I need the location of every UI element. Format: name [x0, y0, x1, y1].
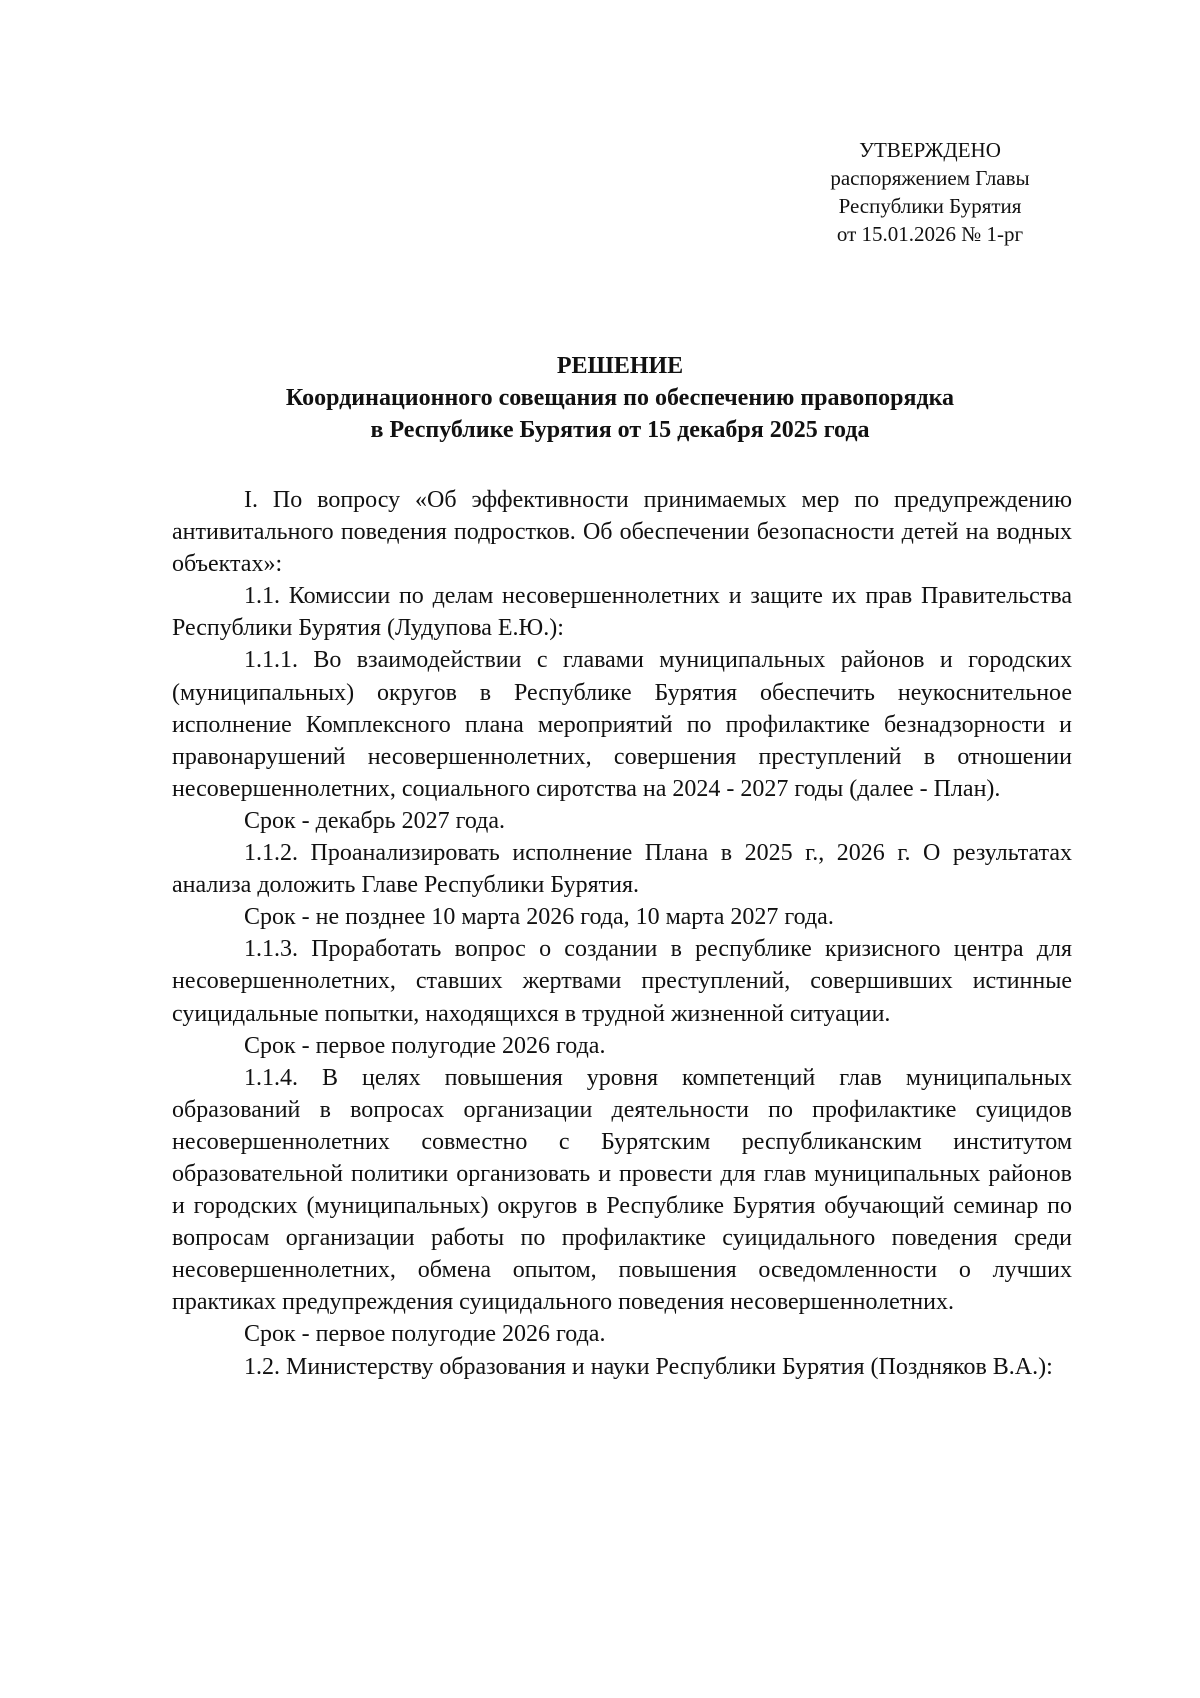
approval-stamp	[760, 136, 1100, 248]
deadline-1-1-2: Срок - не позднее 10 марта 2026 года, 10 марта 2027 года.	[244, 904, 834, 931]
approval-date-number: от 15.01.2026 № 1-рг	[836, 222, 1024, 246]
paragraph-1-1-3: 1.1.3. Проработать вопрос о создании в республике кризисного центра для несовершеннолетних, ставших жертвами преступлений, совершивших истинные суицидальные попытки, находящихся в трудной жизненной ситуации.	[172, 936, 1072, 1027]
approval-republic: Республики Бурятия	[838, 194, 1022, 218]
approval-heading: УТВЕРЖДЕНО	[859, 138, 1001, 162]
document-title	[170, 350, 1070, 446]
deadline-1-1-1: Срок - декабрь 2027 года.	[244, 807, 506, 834]
paragraph-1-1-1: 1.1.1. Во взаимодействии с главами муниципальных районов и городских (муниципальных) округов в Республике Бурятия обеспечить неукоснительное исполнение Комплексного плана мероприятий по профилактике безнадзорности и правонарушений несовершеннолетних, совершения преступлений в отношении несовершеннолетних, социального сиротства на 2024 - 2027 годы (далее - План).	[172, 647, 1072, 802]
deadline-1-1-3: Срок - первое полугодие 2026 года.	[244, 1032, 606, 1059]
paragraph-1-2: 1.2. Министерству образования и науки Республики Бурятия (Поздняков В.А.):	[244, 1353, 1053, 1380]
deadline-1-1-4: Срок - первое полугодие 2026 года.	[244, 1321, 606, 1348]
document-body	[172, 484, 1072, 1383]
approval-authority: распоряжением Главы	[830, 166, 1030, 190]
paragraph-1-1: 1.1. Комиссии по делам несовершеннолетних и защите их прав Правительства Республики Бурятия (Лудупова Е.Ю.):	[172, 583, 1072, 642]
paragraph-section-1: I. По вопросу «Об эффективности принимаемых мер по предупреждению антивитального поведения подростков. Об обеспечении безопасности детей на водных объектах»:	[172, 487, 1072, 578]
title-heading: РЕШЕНИЕ	[556, 353, 684, 379]
paragraph-1-1-2: 1.1.2. Проанализировать исполнение Плана в 2025 г., 2026 г. О результатах анализа доложить Главе Республики Бурятия.	[172, 840, 1072, 899]
title-subject-line-2: в Республике Бурятия от 15 декабря 2025 года	[370, 417, 870, 443]
paragraph-1-1-4: 1.1.4. В целях повышения уровня компетенций глав муниципальных образований в вопросах организации деятельности по профилактике суицидов несовершеннолетних совместно с Бурятским республиканским институтом образовательной политики организовать и провести для глав муниципальных районов и городских (муниципальных) округов в Республике Бурятия обучающий семинар по вопросам организации работы по профилактике суицидального поведения среди несовершеннолетних, обмена опытом, повышения осведомленности о лучших практиках предупреждения суицидального поведения несовершеннолетних.	[172, 1064, 1072, 1316]
title-subject-line-1: Координационного совещания по обеспечению правопорядка	[285, 385, 955, 411]
